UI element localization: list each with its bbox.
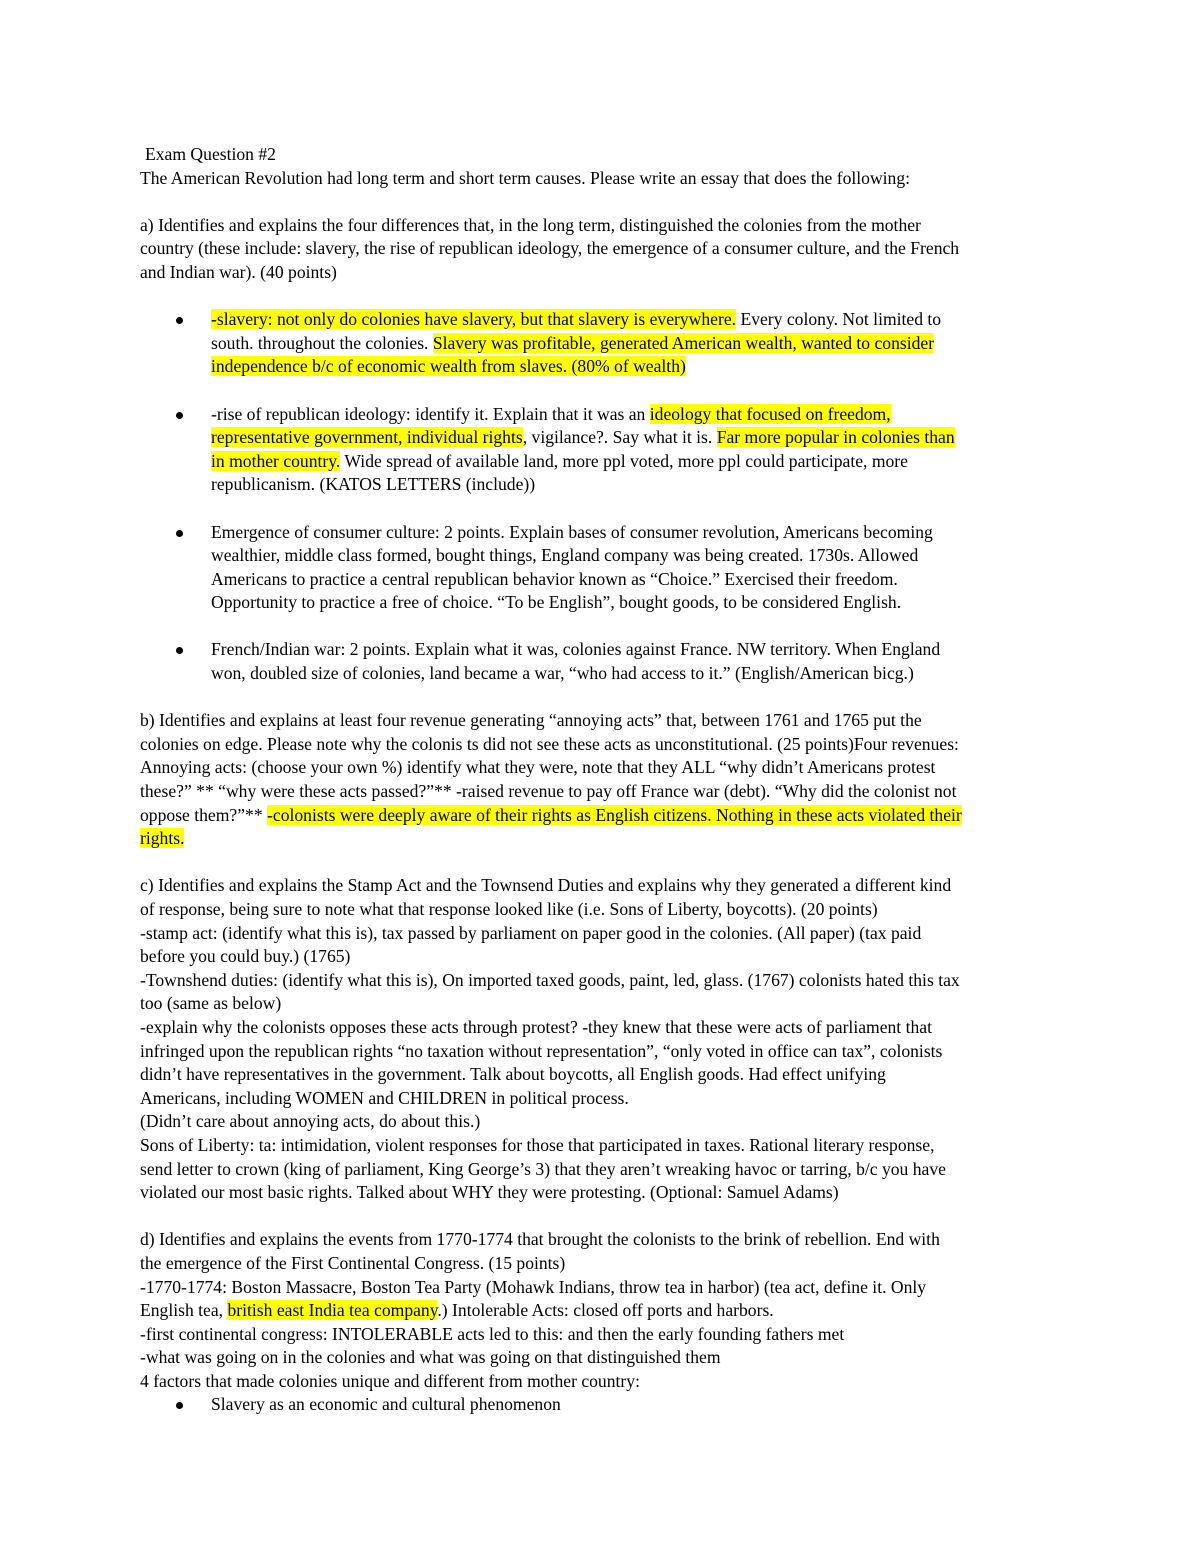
section-d-line	[140, 1323, 1070, 1347]
highlighted-text: -colonists were deeply aware of their rights as English citizens. Nothing in these acts violated their	[267, 804, 962, 825]
text-segment: Wide spread of available land, more ppl voted, more ppl could participate, more	[340, 450, 908, 471]
highlighted-text: british east India tea company	[227, 1300, 438, 1321]
text-segment: republicanism. (KATOS LETTERS (include))	[211, 474, 536, 495]
bullet-icon	[176, 317, 183, 324]
text-segment: .) Intolerable Acts: closed off ports and harbors.	[437, 1300, 774, 1321]
bullet-icon	[176, 412, 183, 419]
section-a-bullet-list	[140, 308, 1070, 686]
spacer	[140, 497, 1070, 521]
bullet-line	[211, 403, 1070, 427]
section-a-prompt	[140, 214, 1070, 285]
section-b-line	[140, 804, 1070, 828]
text-segment: Emergence of consumer culture: 2 points. Explain bases of consumer revolution, Americans becoming	[211, 521, 933, 542]
section-c-line: too (same as below)	[140, 993, 282, 1014]
section-c-line: -stamp act: (identify what this is), tax passed by parliament on paper good in the colonies. (All paper) (tax paid	[140, 922, 922, 943]
highlighted-text: independence b/c of economic wealth from slaves. (80% of wealth)	[211, 356, 686, 377]
section-a-line: a) Identifies and explains the four differences that, in the long term, distinguished the colonies from the mother	[140, 214, 921, 235]
section-b-line	[140, 709, 1070, 733]
section-b-line	[140, 780, 1070, 804]
bullet-line	[211, 638, 1070, 662]
section-c-line: infringed upon the republican rights “no taxation without representation”, “only voted in office can tax”, colonists	[140, 1040, 943, 1061]
section-a-line: country (these include: slavery, the rise of republican ideology, the emergence of a consumer culture, and the French	[140, 238, 960, 259]
section-c-line: -explain why the colonists opposes these acts through protest? -they knew that these were acts of parliament that	[140, 1016, 932, 1037]
text-segment: Americans to practice a central republican behavior known as “Choice.” Exercised their freedom.	[211, 568, 898, 589]
highlighted-text: -slavery: not only do colonies have slavery, but that slavery is everywhere.	[211, 309, 737, 330]
section-b-line	[140, 733, 1070, 757]
spacer	[140, 379, 1070, 403]
text-segment: colonies on edge. Please note why the colonis ts did not see these acts as unconstitutional. (25 points)Four revenues:	[140, 733, 959, 754]
section-c-line: send letter to crown (king of parliament, King George’s 3) that they aren’t wreaking havoc or tarring, b/c you have	[140, 1158, 946, 1179]
bullet-line	[211, 544, 1070, 568]
section-d-line	[140, 1228, 1070, 1252]
text-segment: -1770-1774: Boston Massacre, Boston Tea Party (Mohawk Indians, throw tea in harbor) (tea act, define it. Only	[140, 1276, 927, 1297]
spacer	[140, 615, 1070, 639]
spacer	[140, 686, 1070, 710]
bullet-icon	[176, 647, 183, 654]
highlighted-text: representative government, individual rights	[211, 427, 523, 448]
section-b-line	[140, 827, 1070, 851]
text-segment: Every colony. Not limited to	[736, 309, 942, 330]
text-segment: , vigilance?. Say what it is.	[522, 427, 717, 448]
document-page	[140, 143, 1070, 1417]
section-c-line: -Townshend duties: (identify what this is), On imported taxed goods, paint, led, glass. (1767) colonists hated this tax	[140, 969, 960, 990]
text-segment: -rise of republican ideology: identify it. Explain that it was an	[211, 403, 650, 424]
section-d-line	[140, 1346, 1070, 1370]
section-d-line	[140, 1276, 1070, 1300]
highlighted-text: ideology that focused on freedom,	[649, 403, 891, 424]
text-segment: south. throughout the colonies.	[211, 332, 433, 353]
section-c-line: didn’t have representatives in the government. Talk about boycotts, all English goods. Had effect unifying	[140, 1064, 886, 1085]
bullet-line	[211, 308, 1070, 332]
bullet-icon	[176, 1402, 183, 1409]
bullet-line	[211, 332, 1070, 356]
text-segment: these?” ** “why were these acts passed?”** -raised revenue to pay off France war (debt). “Why did the colonist not	[140, 781, 957, 802]
text-segment: French/Indian war: 2 points. Explain what it was, colonies against France. NW territory. When England	[211, 639, 941, 660]
section-b-line	[140, 756, 1070, 780]
text-segment: Opportunity to practice a free of choice. “To be English”, bought goods, to be considered English.	[211, 592, 902, 613]
bullet-line	[211, 355, 1070, 379]
section-c-line: of response, being sure to note what that response looked like (i.e. Sons of Liberty, boycotts). (20 points)	[140, 899, 878, 919]
bullet-item	[140, 308, 1070, 379]
section-c-line: Sons of Liberty: ta: intimidation, violent responses for those that participated in taxes. Rational literary response,	[140, 1134, 935, 1155]
spacer	[140, 1205, 1070, 1229]
intro-text: The American Revolution had long term and short term causes. Please write an essay that does the following:	[140, 167, 911, 188]
section-c-line: c) Identifies and explains the Stamp Act and the Townsend Duties and explains why they generated a different kind	[140, 875, 952, 896]
bullet-icon	[176, 530, 183, 537]
highlighted-text: rights.	[140, 828, 185, 849]
spacer	[140, 190, 1070, 214]
text-segment: d) Identifies and explains the events from 1770-1774 that brought the colonists to the brink of rebellion. End with	[140, 1229, 940, 1250]
text-segment: English tea,	[140, 1300, 228, 1321]
text-segment: wealthier, middle class formed, bought things, England company was being created. 1730s. Allowed	[211, 545, 919, 566]
bullet-item	[140, 638, 1070, 685]
section-c-line: Americans, including WOMEN and CHILDREN in political process.	[140, 1087, 629, 1108]
text-segment: -what was going on in the colonies and what was going on that distinguished them	[140, 1347, 721, 1368]
bullet-item	[140, 521, 1070, 615]
text-segment: won, doubled size of colonies, land became a war, “who had access to it.” (English/American bicg.)	[211, 663, 914, 684]
section-a-line: and Indian war). (40 points)	[140, 261, 337, 282]
text-segment: Annoying acts: (choose your own %) identify what they were, note that they ALL “why didn’t Americans protest	[140, 757, 936, 778]
bullet-item	[140, 403, 1070, 497]
section-c-line: (Didn’t care about annoying acts, do about this.)	[140, 1111, 481, 1132]
section-d-line	[140, 1252, 1070, 1276]
highlighted-text: Slavery was profitable, generated American wealth, wanted to consider	[432, 332, 935, 353]
bullet-line	[211, 521, 1070, 545]
bullet-line	[211, 568, 1070, 592]
spacer	[140, 285, 1070, 309]
bullet-line	[211, 473, 1070, 497]
highlighted-text: Far more popular in colonies than	[716, 427, 955, 448]
section-c-line: violated our most basic rights. Talked about WHY they were protesting. (Optional: Samuel Adams)	[140, 1182, 839, 1203]
bullet-line	[211, 591, 1070, 615]
bullet-line	[211, 450, 1070, 474]
section-c-line: before you could buy.) (1765)	[140, 946, 351, 967]
text-segment: -first continental congress: INTOLERABLE acts led to this: and then the early founding fathers met	[140, 1323, 845, 1344]
section-d-text	[140, 1228, 1070, 1393]
section-d-line	[140, 1370, 1070, 1394]
section-b-text	[140, 709, 1070, 851]
text-segment: the emergence of the First Continental Congress. (15 points)	[140, 1252, 566, 1273]
bullet-line	[211, 662, 1070, 686]
spacer	[140, 851, 1070, 875]
final-bullet-item	[140, 1393, 1070, 1417]
final-bullet-text: Slavery as an economic and cultural phenomenon	[211, 1394, 561, 1415]
highlighted-text: in mother country.	[211, 450, 341, 471]
section-c-text	[140, 874, 1070, 1204]
text-segment: b) Identifies and explains at least four revenue generating “annoying acts” that, between 1761 and 1765 put the	[140, 710, 922, 731]
section-d-line	[140, 1299, 1070, 1323]
document-title: Exam Question #2	[145, 144, 276, 164]
bullet-line	[211, 426, 1070, 450]
text-segment: oppose them?”**	[140, 804, 268, 825]
text-segment: 4 factors that made colonies unique and different from mother country:	[140, 1370, 640, 1391]
